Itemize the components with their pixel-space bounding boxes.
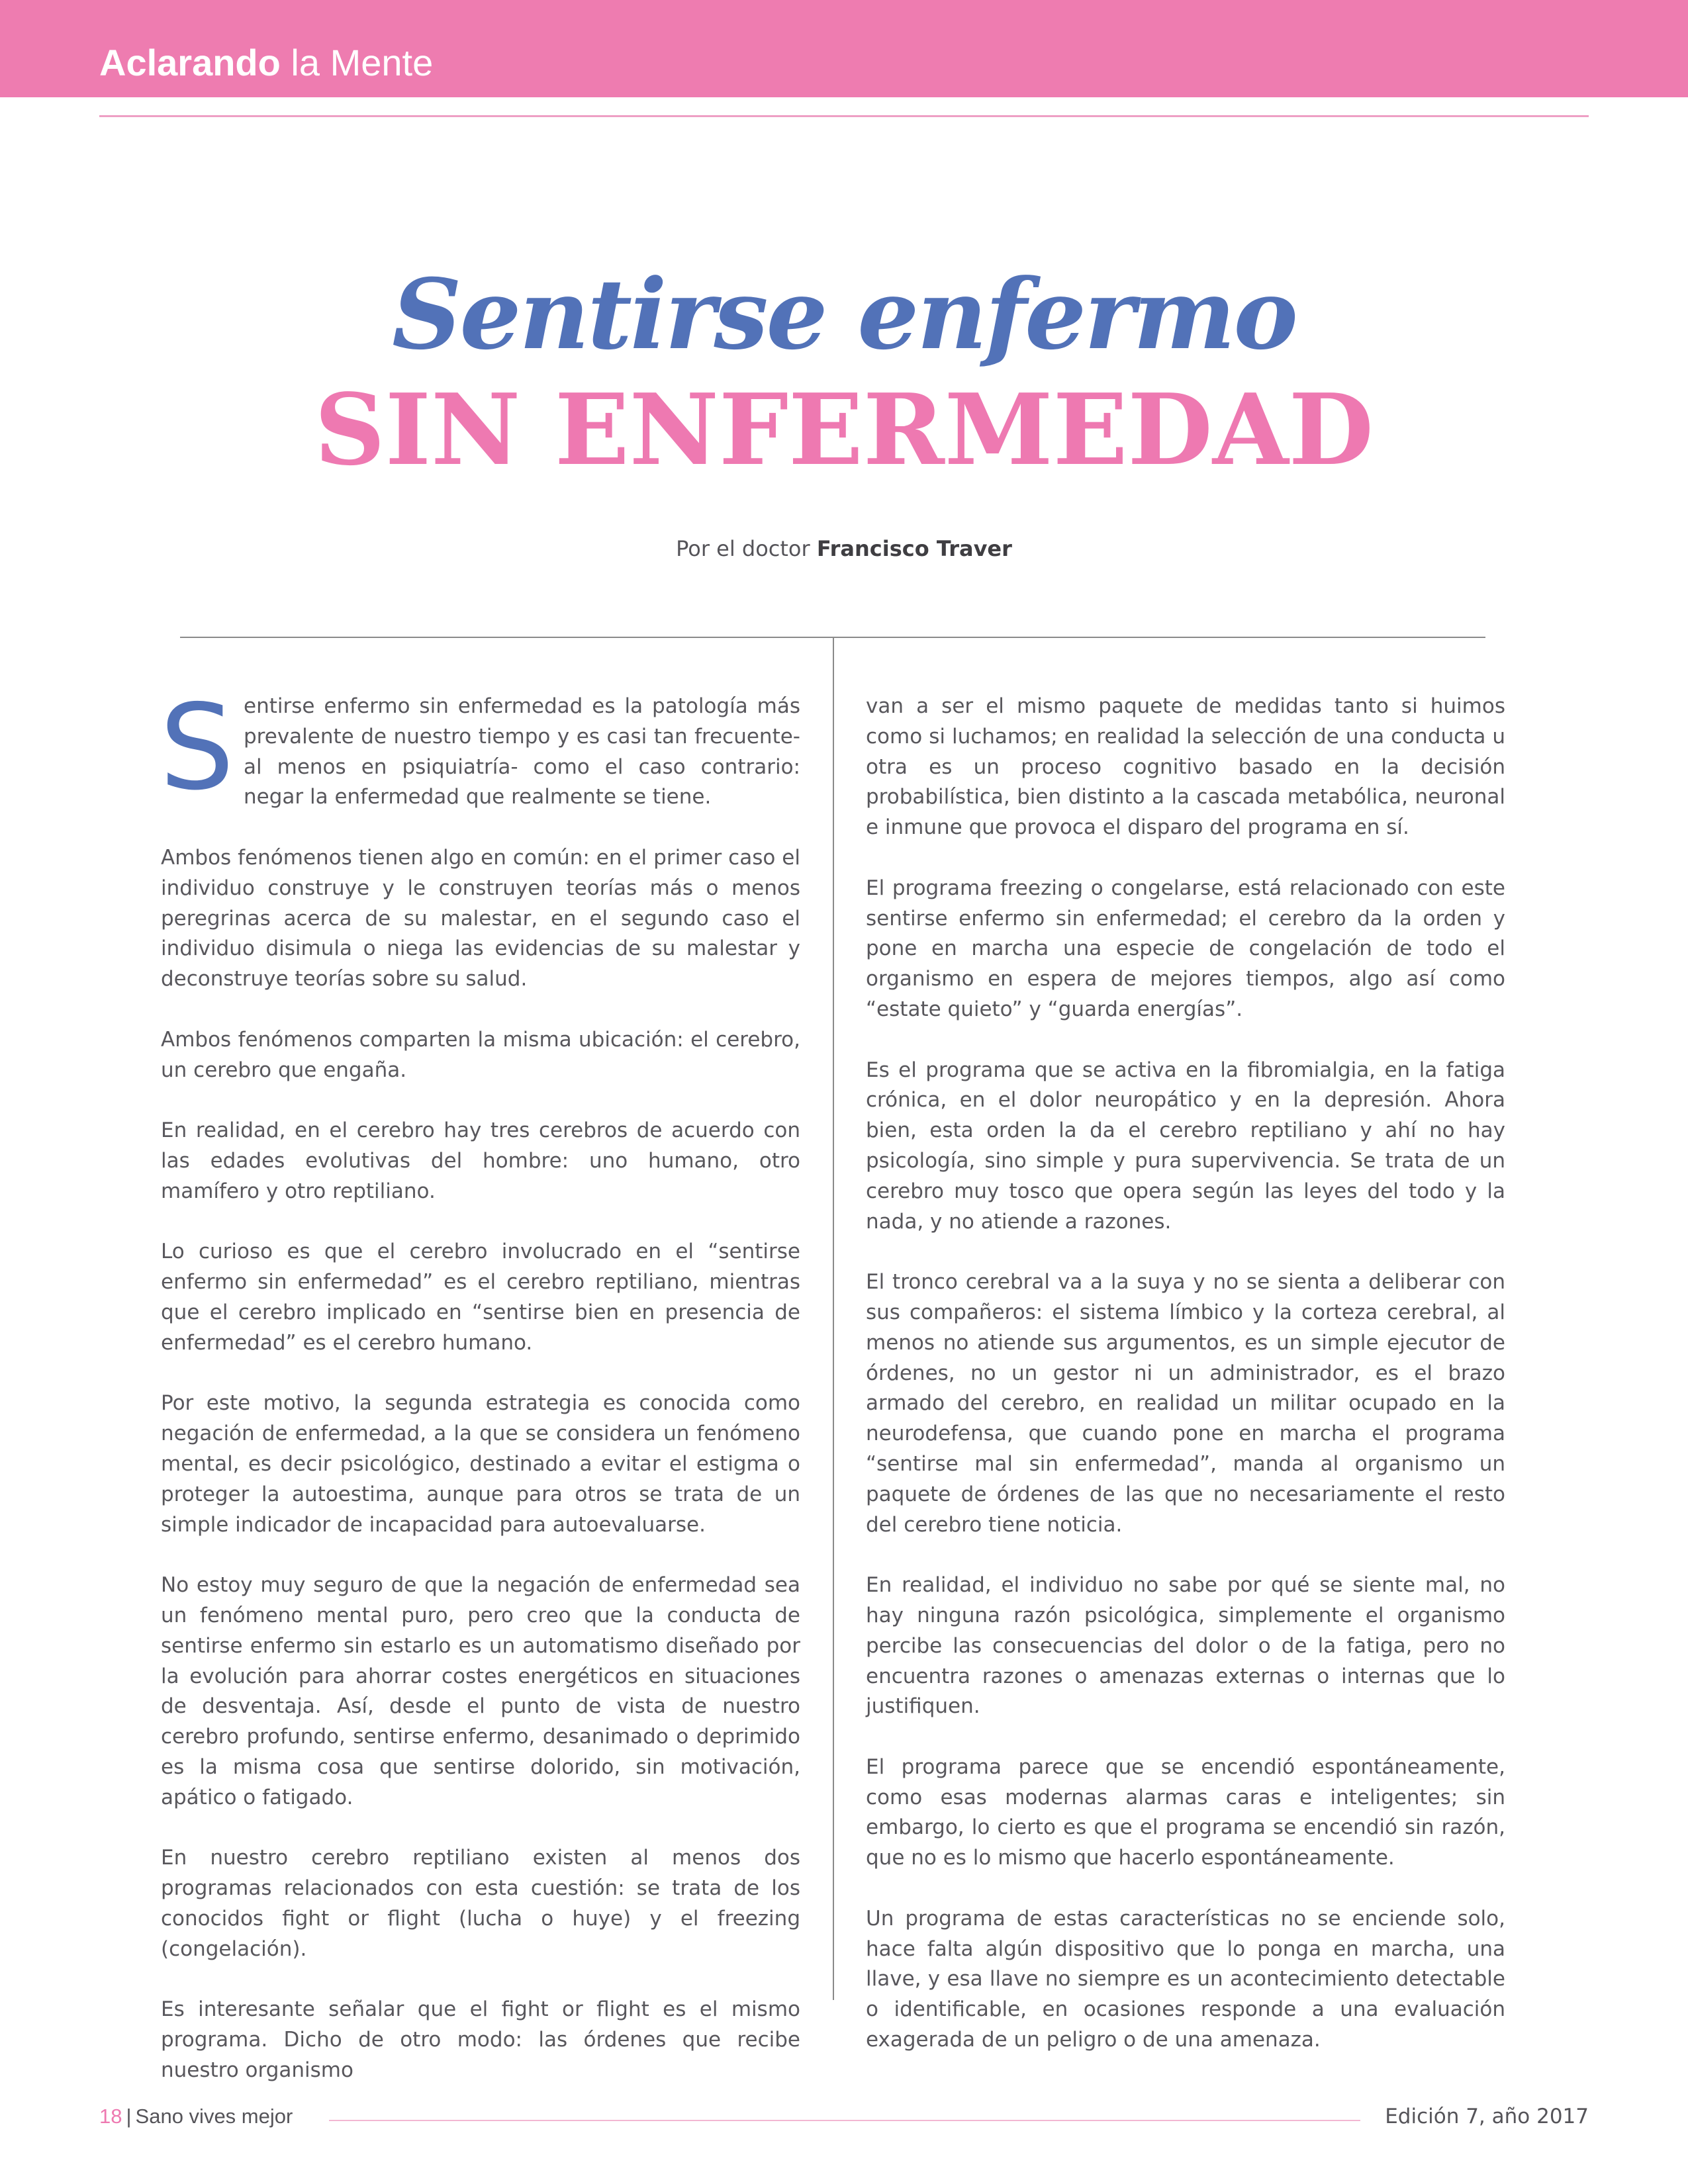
- footer-divider: [329, 2120, 1360, 2121]
- article-title-line2: SIN ENFERMEDAD: [314, 372, 1374, 487]
- section-label-rest: la Mente: [291, 42, 434, 83]
- section-label-bold: Aclarando: [99, 42, 281, 83]
- right-column: [866, 692, 1505, 2086]
- byline-author: Francisco Traver: [816, 536, 1012, 561]
- edition-info: Edición 7, año 2017: [1385, 2105, 1589, 2128]
- paragraph: En realidad, el individuo no sabe por qué se siente mal, no hay ninguna razón psicológica, simplemente el organismo percibe las consecuencias del dolor o de la fatiga, pero no encuentra razones o amenazas externas o internas que lo justifiquen.: [866, 1573, 1505, 1719]
- paragraph: Es el programa que se activa en la fibromialgia, en la fatiga crónica, en el dolor neuropático y en la depresión. Ahora bien, esta orden la da el cerebro reptiliano y ahí no hay psicología, sino simple y pura supervivencia. Se trata de un cerebro muy tosco que opera según las leyes del todo y la nada, y no atiende a razones.: [866, 1058, 1505, 1234]
- footer-separator: |: [126, 2105, 132, 2128]
- byline-prefix: Por el doctor: [676, 536, 810, 561]
- paragraph: Ambos fenómenos comparten la misma ubicación: el cerebro, un cerebro que engaña.: [161, 1027, 800, 1082]
- paragraph: El programa freezing o congelarse, está relacionado con este sentirse enfermo sin enfermedad; el cerebro da la orden y pone en marcha una especie de congelación de todo el organismo en espera de mejores tiempos, algo así como “estate quieto” y “guarda energías”.: [866, 876, 1505, 1021]
- paragraph: Es interesante señalar que el fight or flight es el mismo programa. Dicho de otro modo: las órdenes que recibe nuestro organismo: [161, 1997, 800, 2082]
- paragraph: Un programa de estas características no se enciende solo, hace falta algún dispositivo que lo ponga en marcha, una llave, y esa llave no siempre es un acontecimiento detectable o identificable, en ocasiones responde a una evaluación exagerada de un peligro o de una amenaza.: [866, 1906, 1505, 2052]
- paragraph: El programa parece que se encendió espontáneamente, como esas modernas alarmas caras e inteligentes; sin embargo, lo cierto es que el programa se encendió sin razón, que no es lo mismo que hacerlo espontáneamente.: [866, 1754, 1505, 1870]
- paragraph: En nuestro cerebro reptiliano existen al menos dos programas relacionados con esta cuestión: se trata de los conocidos fight or flight (lucha o huye) y el freezing (congelación).: [161, 1846, 800, 1961]
- footer-page-info: [99, 2105, 293, 2128]
- paragraph: Lo curioso es que el cerebro involucrado en el “sentirse enfermo sin enfermedad” es el cerebro reptiliano, mientras que el cerebro implicado en “sentirse bien en presencia de enfermedad” es el cerebro humano.: [161, 1240, 800, 1355]
- column-divider: [833, 637, 834, 2000]
- byline: [0, 536, 1688, 561]
- section-label: [99, 41, 433, 84]
- paragraph: Ambos fenómenos tienen algo en común: en el primer caso el individuo construye y le construyen teorías más o menos peregrinas acerca de su malestar, en el segundo caso el individuo disimula o niega las evidencias de su malestar y deconstruye teorías sobre su salud.: [161, 845, 800, 991]
- paragraph: van a ser el mismo paquete de medidas tanto si huimos como si luchamos; en realidad la selección de una conducta u otra es un proceso cognitivo basado en la decisión probabilística, bien distinto a la cascada metabólica, neuronal e inmune que provoca el disparo del programa en sí.: [866, 694, 1505, 840]
- magazine-name: Sano vives mejor: [135, 2105, 293, 2128]
- paragraph: No estoy muy seguro de que la negación de enfermedad sea un fenómeno mental puro, pero creo que la conducta de sentirse enfermo sin estarlo es un automatismo diseñado por la evolución para ahorrar costes energéticos en situaciones de desventaja. Así, desde el punto de vista de nuestro cerebro profundo, sentirse enfermo, desanimado o deprimido es la misma cosa que sentirse dolorido, sin motivación, apático o fatigado.: [161, 1573, 800, 1809]
- drop-cap: S: [160, 679, 234, 816]
- article-title-line1: Sentirse enfermo: [392, 258, 1296, 371]
- paragraph: [160, 679, 800, 816]
- paragraph-text: entirse enfermo sin enfermedad es la patología más prevalente de nuestro tiempo y es casi tan frecuente-al menos en psiquiatría- como el caso contrario: negar la enfermedad que realmente se tiene.: [244, 694, 800, 809]
- paragraph: El tronco cerebral va a la suya y no se sienta a deliberar con sus compañeros: el sistema límbico y la corteza cerebral, al menos no atiende sus argumentos, es un simple ejecutor de órdenes, no un gestor ni un administrador, es el brazo armado del cerebro, en realidad un militar ocupado en la neurodefensa, que cuando pone en marcha el programa “sentirse mal sin enfermedad”, manda al organismo un paquete de órdenes de las que no necesariamente el resto del cerebro tiene noticia.: [866, 1270, 1505, 1537]
- paragraph: En realidad, en el cerebro hay tres cerebros de acuerdo con las edades evolutivas del hombre: uno humano, otro mamífero y otro reptiliano.: [161, 1118, 800, 1203]
- page-number: 18: [99, 2105, 122, 2128]
- paragraph: Por este motivo, la segunda estrategia es conocida como negación de enfermedad, a la que se considera un fenómeno mental, es decir psicológico, destinado a evitar el estigma o proteger la autoestima, aunque para otros se trata de un simple indicador de incapacidad para autoevaluarse.: [161, 1391, 800, 1537]
- header-divider: [99, 115, 1589, 117]
- left-column: [160, 679, 800, 2116]
